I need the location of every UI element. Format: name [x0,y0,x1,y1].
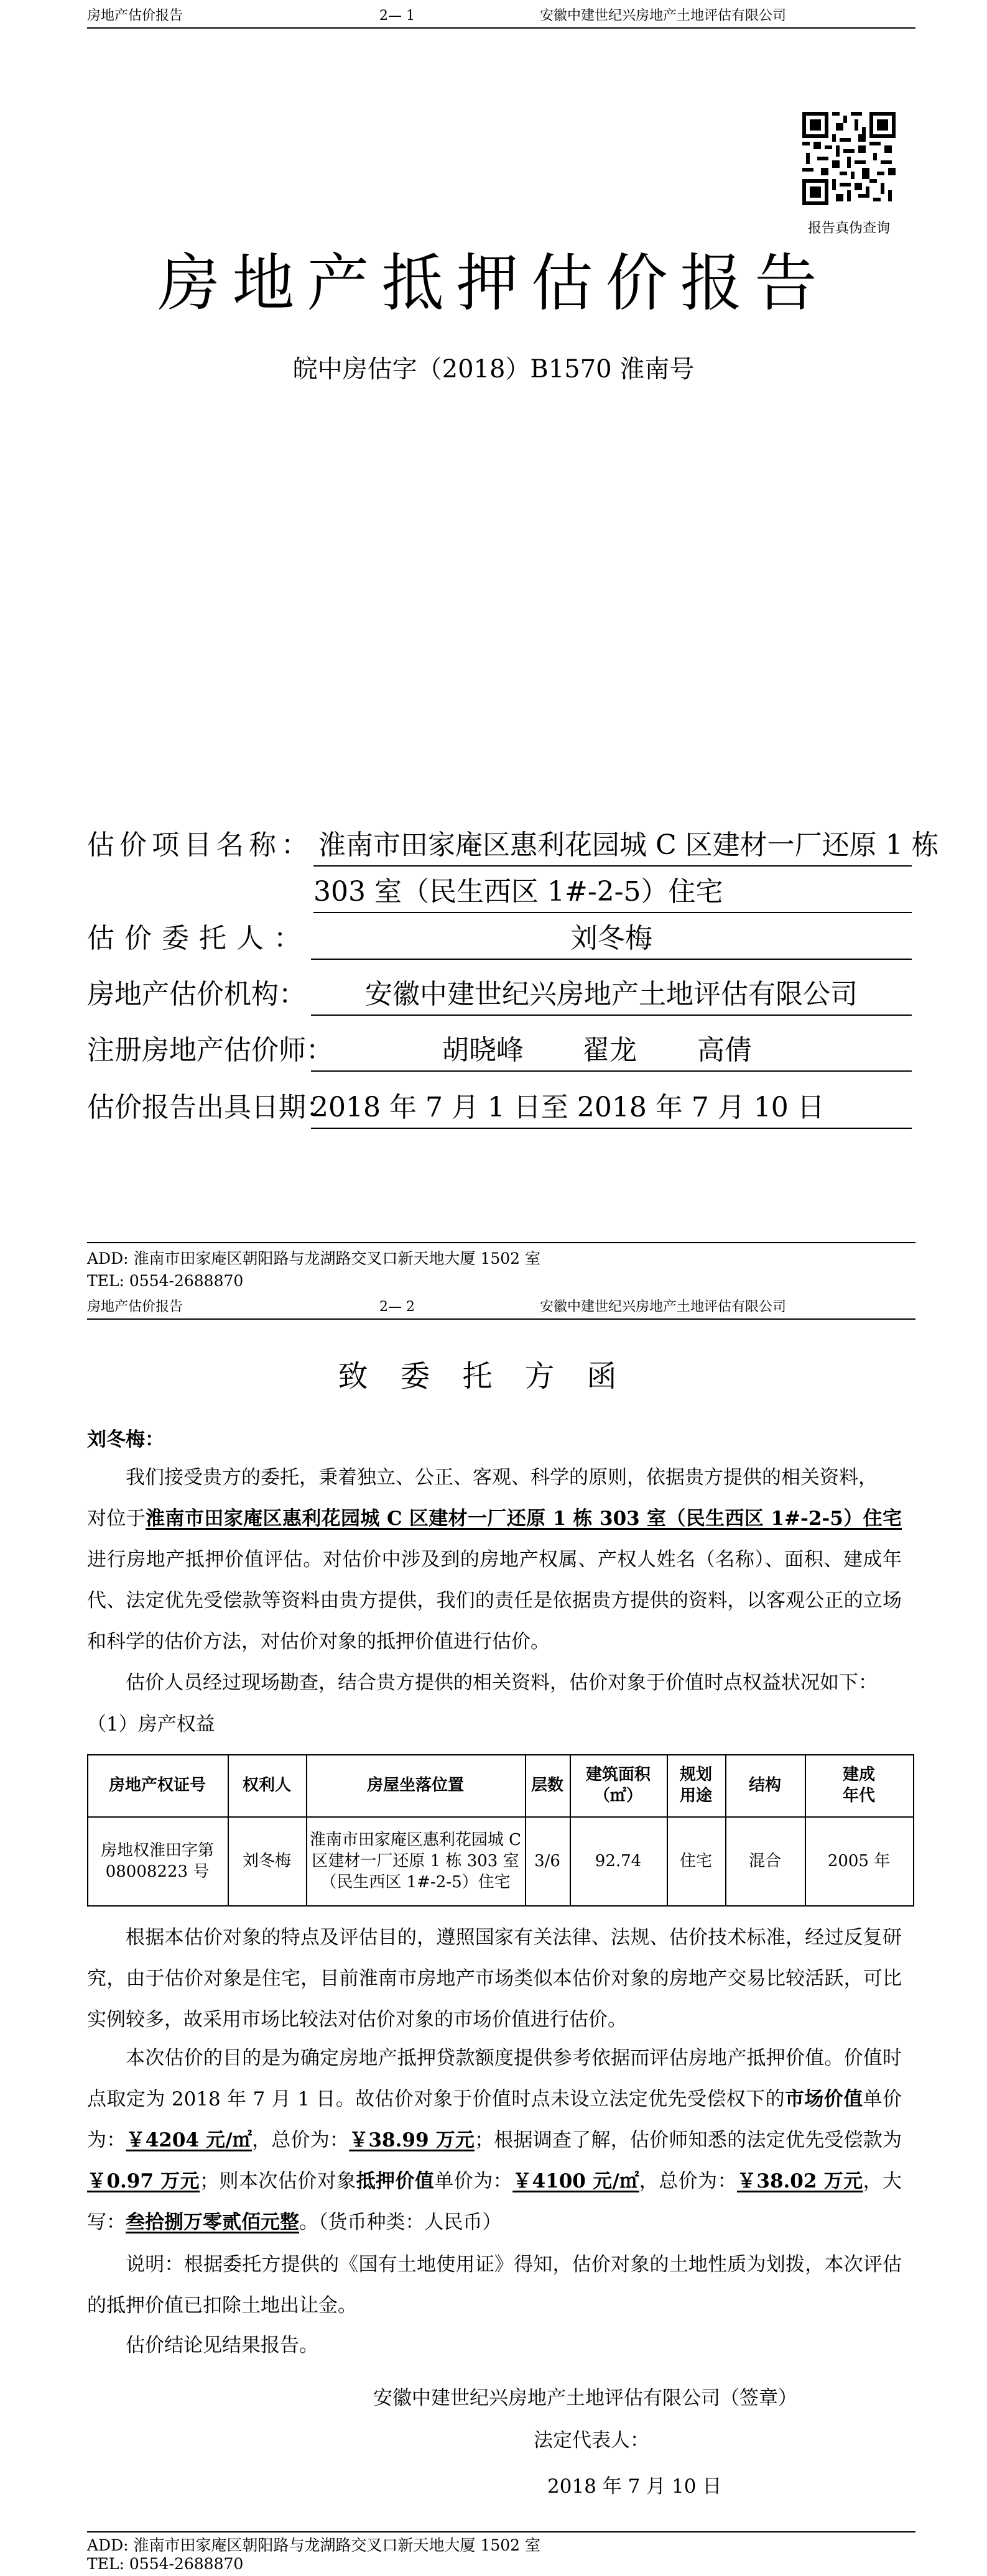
header-right: 安徽中建世纪兴房地产土地评估有限公司 [540,1299,787,1315]
project-name-value-line2: 303 室（民生西区 1#-2-5）住宅 [313,876,723,908]
table-border-bottom [87,1905,914,1907]
market-value-term: 市场价值 [784,2088,863,2110]
amount-in-words-label: ，大写： [87,2170,902,2233]
market-total-price: ￥38.99 万元 [349,2129,475,2151]
footer-tel: TEL: 0554-2688870 [87,2555,244,2573]
header-page-number: 2— 1 [379,8,415,24]
appraiser-underline [311,1070,912,1072]
agency-value: 安徽中建世纪兴房地产土地评估有限公司 [365,978,858,1010]
property-intro: 对位于 [87,1507,146,1530]
agency-underline [311,1014,912,1016]
signature-legal-rep: 法定代表人： [534,2429,649,2452]
table-cell-location: 淮南市田家庵区惠利花园城 C 区建材一厂还原 1 栋 303 室（民生西区 1#-2-5）住宅 [309,1830,522,1892]
letter-paragraph-4: 根据本估价对象的特点及评估目的，遵照国家有关法律、法规、估价技术标准，经过反复研究，由于估价对象是住宅，目前淮南市房地产市场类似本估价对象的房地产交易比较活跃，可比实例较多，故采用市场比较法对估价对象的市场价值进行估价。 [87,1926,902,2031]
report-title: 房地产抵押估价报告 [157,247,830,320]
qr-code-icon [802,112,896,205]
signature-date: 2018 年 7 月 10 日 [547,2475,722,2498]
salutation: 刘冬梅： [87,1428,164,1451]
table-header-owner: 权利人 [242,1776,291,1795]
table-cell-structure: 混合 [748,1851,781,1870]
market-total-label: ，总价为： [252,2129,350,2151]
project-name-underline-1 [313,865,912,867]
market-unit-price: ￥4204 元/㎡ [126,2129,253,2151]
letter-paragraph-5 [87,2038,902,2243]
header-rule [87,27,915,29]
valuation-purpose: 本次估价的目的是为确定房地产抵押贷款额度提供参考依据而评估房地产抵押价值。价值时点取定为 2018 年 7 月 1 日。故估价对象于价值时点未设立法定优先受偿权下的 [87,2047,902,2110]
amount-in-words: 叁拾捌万零贰佰元整 [126,2211,299,2233]
table-caption: （1）房产权益 [87,1713,215,1736]
table-cell-floors: 3/6 [534,1851,560,1870]
letter-title: 致委托方函 [338,1359,649,1394]
mortgage-total-price: ￥38.02 万元 [736,2170,863,2192]
report-date-label: 估价报告出具日期： [87,1092,333,1123]
header-rule [87,1318,915,1320]
table-cell-usage: 住宅 [679,1851,712,1870]
letter-paragraph-1: 我们接受贵方的委托，秉着独立、公正、客观、科学的原则，依据贵方提供的相关资料， [126,1466,878,1489]
qr-caption: 报告真伪查询 [807,221,890,236]
letter-paragraph-2 [87,1498,902,1662]
signature-company: 安徽中建世纪兴房地产土地评估有限公司（签章） [373,2387,797,2409]
project-name-value-line1: 淮南市田家庵区惠利花园城 C 区建材一厂还原 1 栋 [318,829,939,861]
appraiser-name-1: 胡晓峰 [442,1034,524,1066]
appraiser-name-2: 翟龙 [582,1034,637,1066]
appraiser-name-3: 高倩 [697,1034,752,1066]
currency-note: 。（货币种类：人民币） [299,2211,502,2233]
footer-rule [87,2531,915,2532]
property-description: 进行房地产抵押价值评估。对估价中涉及到的房地产权属、产权人姓名（名称）、面积、建成年代、法定优先受偿款等资料由贵方提供，我们的责任是依据贵方提供的资料，以客观公正的立场和科学的估价方法，对估价对象的抵押价值进行估价。 [87,1548,902,1653]
client-label: 估价委托人： [87,922,311,954]
table-header-usage: 规划用途 [679,1765,712,1805]
footer-tel: TEL: 0554-2688870 [87,1272,244,1290]
report-date-underline [311,1128,912,1129]
mortgage-unit-price: ￥4100 元/㎡ [512,2170,639,2192]
project-name-label: 估价项目名称： [87,829,313,861]
report-number: 皖中房估字（2018）B1570 淮南号 [292,355,695,384]
letter-paragraph-3: 估价人员经过现场勘查，结合贵方提供的相关资料，估价对象于价值时点权益状况如下： [126,1672,878,1694]
footer-address: ADD: 淮南市田家庵区朝阳路与龙湖路交叉口新天地大厦 1502 室 [87,1249,541,1267]
footer-rule [87,1242,915,1243]
table-cell-area: 92.74 [595,1851,642,1870]
table-header-location: 房屋坐落位置 [366,1776,464,1795]
priority-claim-amount: ￥0.97 万元 [87,2170,200,2192]
table-header-cert-no: 房地产权证号 [108,1776,206,1795]
table-header-area: 建筑面积（㎡） [585,1765,651,1805]
table-header-built-year: 建成年代 [842,1765,875,1805]
header-left: 房地产估价报告 [87,1299,183,1315]
table-cell-built-year: 2005 年 [827,1851,891,1870]
mortgage-value-term: 抵押价值 [356,2170,435,2192]
project-name-underline-2 [313,912,912,913]
header-right: 安徽中建世纪兴房地产土地评估有限公司 [540,8,787,24]
table-cell-cert-no: 房地权淮田字第 08008223 号 [100,1841,214,1881]
client-value: 刘冬梅 [570,922,652,954]
mortgage-intro: ；则本次估价对象 [200,2170,356,2192]
table-header-floors: 层数 [531,1776,563,1795]
letter-paragraph-7: 估价结论见结果报告。 [126,2334,318,2357]
property-rights-table [87,1754,914,1907]
header-left: 房地产估价报告 [87,8,183,24]
appraiser-label: 注册房地产估价师： [87,1034,333,1066]
agency-label: 房地产估价机构： [87,978,306,1010]
table-border-right [913,1754,914,1907]
table-cell-owner: 刘冬梅 [242,1851,291,1870]
client-underline [311,959,912,960]
footer-address: ADD: 淮南市田家庵区朝阳路与龙湖路交叉口新天地大厦 1502 室 [87,2536,541,2554]
header-page-number: 2— 2 [379,1299,415,1315]
mortgage-total-label: ，总价为： [639,2170,737,2192]
report-date-value: 2018 年 7 月 1 日至 2018 年 7 月 10 日 [311,1092,825,1123]
property-address: 淮南市田家庵区惠利花园城 C 区建材一厂还原 1 栋 303 室（民生西区 1#-2-5）住宅 [146,1507,902,1530]
table-header-structure: 结构 [748,1776,781,1795]
market-unit-label: 单价为： [87,2088,902,2151]
mortgage-unit-label: 单价为： [434,2170,513,2192]
letter-paragraph-6: 说明：根据委托方提供的《国有土地使用证》得知，估价对象的土地性质为划拨，本次评估的抵押价值已扣除土地出让金。 [87,2253,902,2317]
priority-claim-text: ；根据调查了解，估价师知悉的法定优先受偿款为 [475,2129,902,2151]
